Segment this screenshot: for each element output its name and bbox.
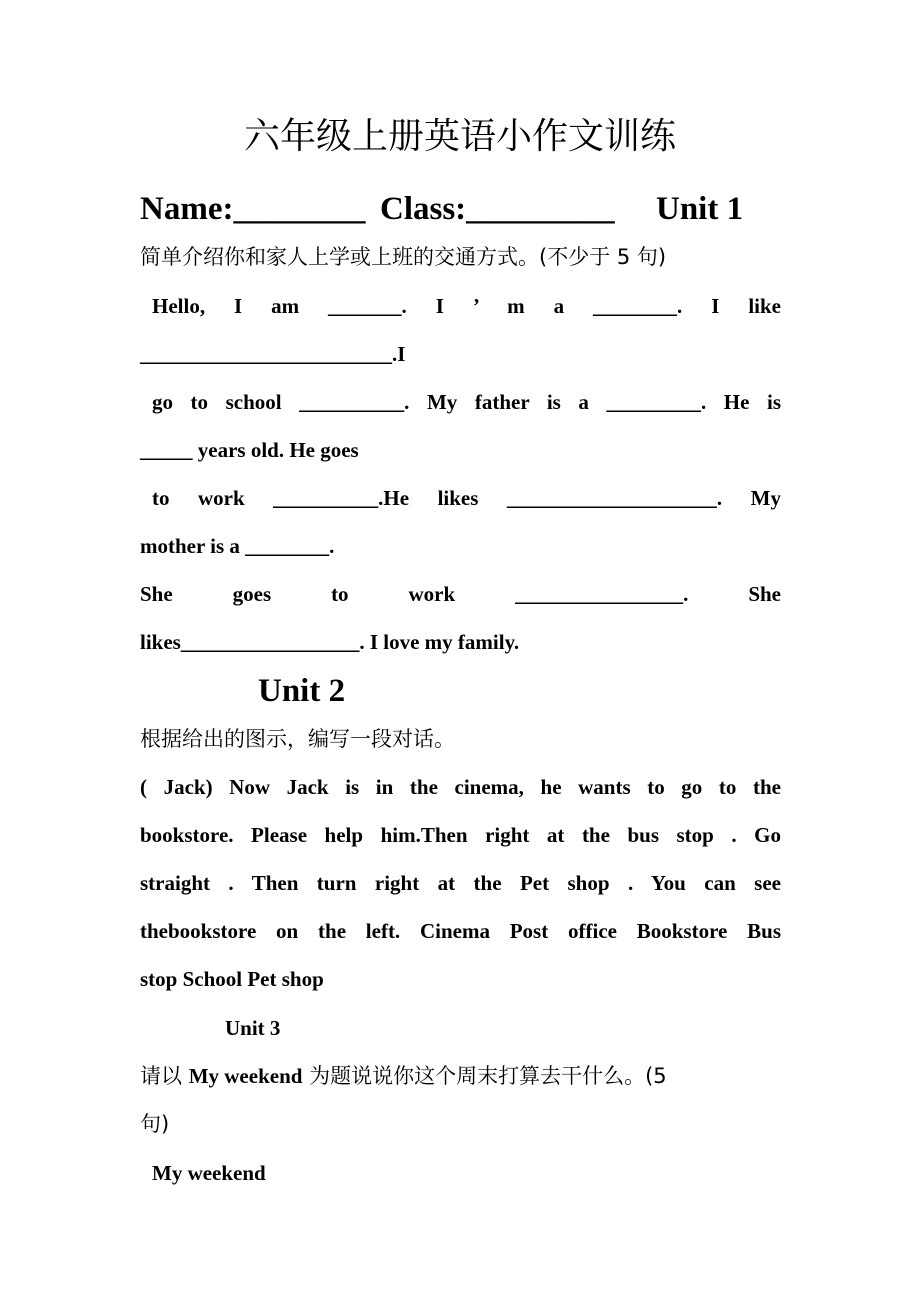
- unit1-line-8: likes_________________. I love my family.: [140, 630, 520, 654]
- class-field-label: Class:_________: [380, 191, 615, 227]
- unit3-instruction-suffix: 为题说说你这个周末打算去干什么。(5: [302, 1064, 667, 1088]
- unit3-instruction-prefix: 请以: [140, 1064, 189, 1088]
- unit3-instruction-line2: [140, 1109, 781, 1139]
- unit1-instruction: [140, 242, 781, 272]
- unit1-instruction-text: 简单介绍你和家人上学或上班的交通方式。(不少于 5 句): [140, 245, 667, 269]
- unit2-line-3: straight . Then turn right at the Pet shop . You can see: [140, 871, 781, 895]
- unit1-line-1: Hello, I am _______. I ’ m a ________. I like: [152, 294, 781, 318]
- unit1-line-5: to work __________.He likes ____________________. My: [152, 486, 781, 510]
- unit2-line-2: bookstore. Please help him.Then right at the bus stop . Go: [140, 823, 781, 847]
- name-field-label: Name:________: [140, 191, 366, 227]
- unit3-answer-start: My weekend: [152, 1161, 266, 1185]
- unit2-instruction: [140, 724, 781, 754]
- unit3-heading: Unit 3: [225, 1016, 281, 1040]
- unit2-line-1: ( Jack) Now Jack is in the cinema, he wants to go to the: [140, 775, 781, 799]
- unit1-line-3: go to school __________. My father is a _________. He is: [152, 390, 781, 414]
- unit2-line-5: stop School Pet shop: [140, 967, 324, 991]
- unit2-line-4: thebookstore on the left. Cinema Post office Bookstore Bus: [140, 919, 781, 943]
- page-title: 六年级上册英语小作文训练: [243, 116, 676, 156]
- unit1-line-4: _____ years old. He goes: [140, 438, 359, 462]
- unit1-heading: Unit 1: [656, 191, 744, 227]
- unit1-line-7: She goes to work ________________. She: [140, 582, 781, 606]
- unit3-instruction: [140, 1061, 781, 1091]
- unit2-heading: Unit 2: [258, 673, 346, 709]
- unit3-instruction-topic: My weekend: [188, 1064, 303, 1088]
- unit1-line-2: ________________________.I: [140, 342, 406, 366]
- unit2-instruction-text: 根据给出的图示，编写一段对话。: [140, 727, 455, 751]
- unit1-line-6: mother is a ________.: [140, 534, 335, 558]
- unit3-instruction-line2-text: 句): [140, 1112, 170, 1136]
